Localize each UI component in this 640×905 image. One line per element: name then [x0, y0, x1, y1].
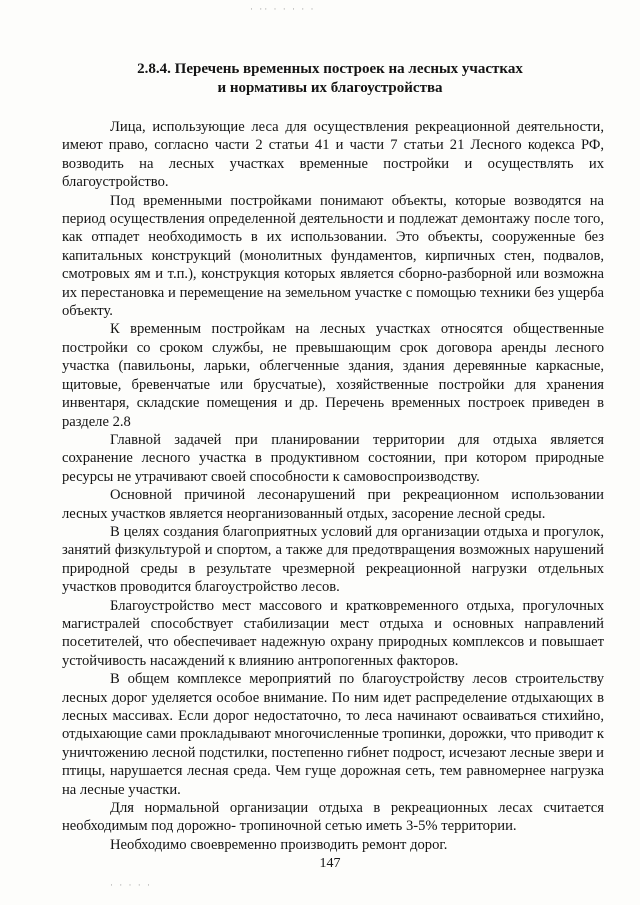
paragraph-3: К временным постройкам на лесных участках относятся общественные постройки со сроком службы, не превышающим срок договора аренды лесного участка (павильоны, ларьки, облегченные здания, здания деревянные каркасные, щитовые, бревенчатые или брусчатые), хозяйственные постройки для хранения инвентаря, складские помещения и др. Перечень временных построек приведен в разделе 2.8 — [62, 321, 604, 430]
heading-line-1: 2.8.4. Перечень временных построек на лесных участках — [137, 61, 523, 77]
paragraph-7: Благоустройство мест массового и кратковременного отдыха, прогулочных магистралей способствует стабилизации мест отдыха и основных направлений посетителей, что обеспечивает надежную охрану природных комплексов и повышает устойчивость насаждений к влиянию антропогенных факторов. — [62, 597, 604, 669]
paragraph-10: Необходимо своевременно производить ремонт дорог. — [110, 836, 448, 853]
paragraph-5: Основной причиной лесонарушений при рекреационном использовании лесных участков является неорганизованный отдых, засорение лесной среды. — [62, 487, 604, 522]
paragraph-1: Лица, использующие леса для осуществления рекреационной деятельности, имеют право, согласно части 2 статьи 41 и части 7 статьи 21 Лесного кодекса РФ, возводить на лесных участках временные постройки и осуществлять их благоустройство. — [62, 119, 604, 191]
heading-line-2: и нормативы их благоустройства — [217, 80, 443, 96]
paragraph-6: В целях создания благоприятных условий для организации отдыха и прогулок, занятий физкультурой и спортом, а также для предотвращения возможных нарушений природной среды в результате чрезмерной рекреационной нагрузки отдельных участков проводится благоустройство лесов. — [62, 523, 604, 596]
paragraph-9: Для нормальной организации отдыха в рекреационных лесах считается необходимым под дорожно- тропиночной сетью иметь 3-5% территории. — [62, 800, 604, 835]
body-text — [62, 118, 604, 854]
page-number: 147 — [319, 856, 341, 871]
scan-artifact-bottom: · · · · · — [110, 880, 152, 890]
scan-artifact-top: · ·· · · · · · — [250, 4, 316, 14]
paragraph-2: Под временными постройками понимают объекты, которые возводятся на период осуществления определенной деятельности и подлежат демонтажу после того, как отпадет необходимость в их использовании. Это объекты, сооруженные без капитальных конструкций (монолитных фундаментов, кирпичных стен, подвалов, смотровых ям и т.п.), конструкция которых является сборно-разборной или возможна их перестановка и перемещение на земельном участке с помощью техники без ущерба объекту. — [62, 192, 604, 320]
section-heading — [70, 60, 590, 98]
paragraph-4: Главной задачей при планировании территории для отдыха является сохранение лесного участка в продуктивном состоянии, при котором природные ресурсы не утрачивают своей способности к самовоспроизводству. — [62, 431, 604, 485]
paragraph-8: В общем комплексе мероприятий по благоустройству лесов строительству лесных дорог уделяется особое внимание. По ним идет распределение отдыхающих в лесных массивах. Если дорог недостаточно, то леса начинают осваиваться стихийно, отдыхающие сами прокладывают многочисленные тропинки, дорожки, что приводит к уничтожению лесной подстилки, постепенно гибнет подрост, исчезают лесные звери и птицы, нарушается лесная среда. Чем гуще дорожная сеть, тем равномернее нагрузка на лесные участки. — [62, 671, 604, 798]
